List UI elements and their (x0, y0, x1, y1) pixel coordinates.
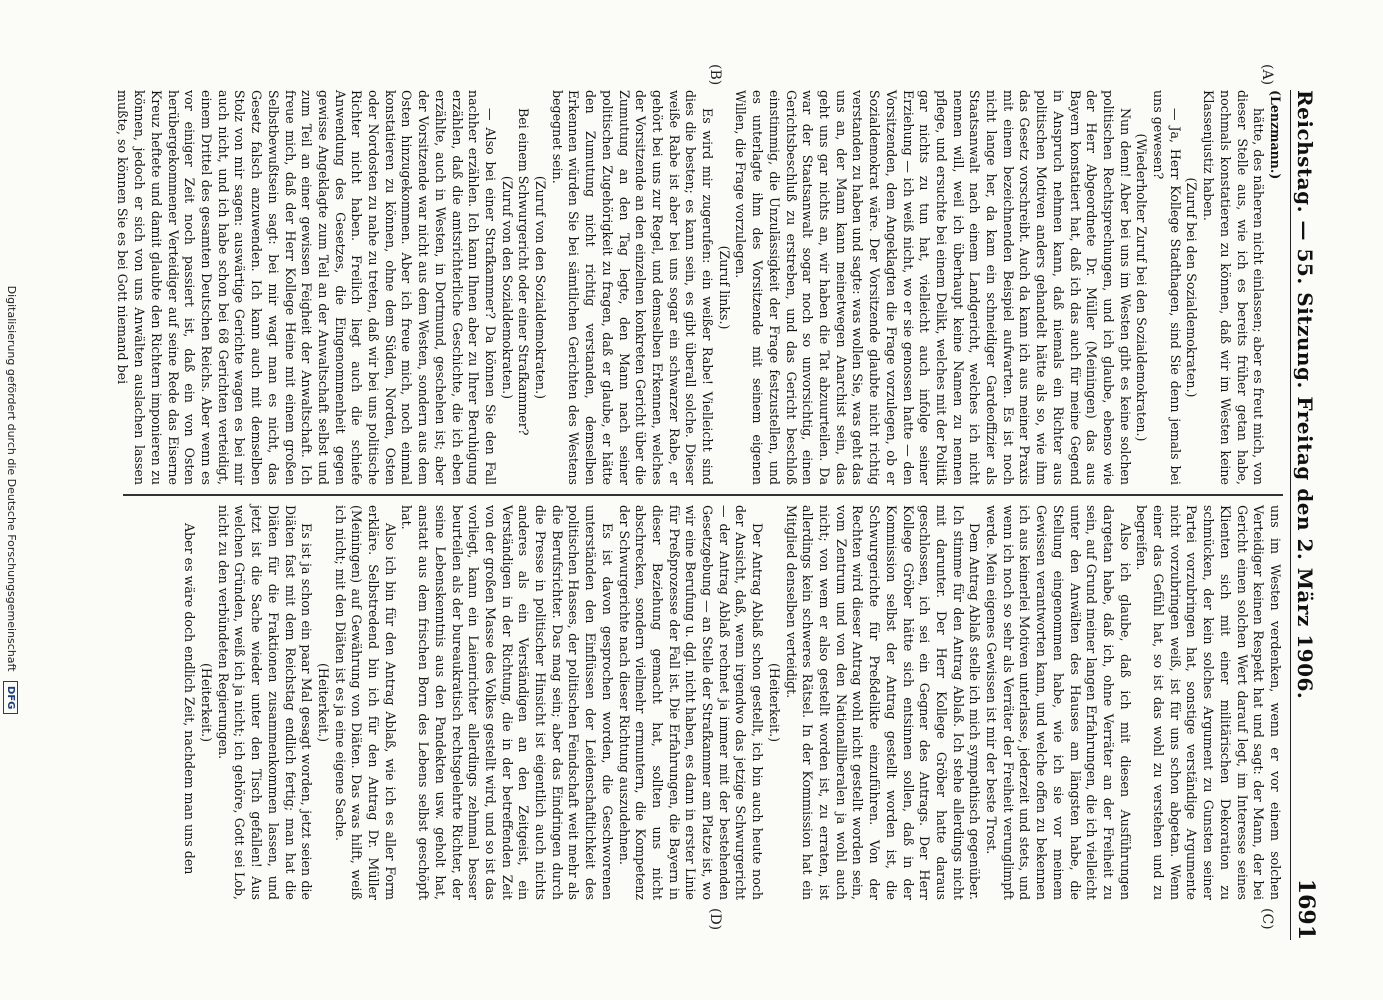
interjection: (Heiterkeit.) (315, 663, 331, 742)
right-column (181, 505, 1283, 900)
paragraph: hätte, des näheren nicht einlassen; aber es freut mich, von dieser Stelle aus, wie ich es bereits früher getan habe, nochmals konstatieren zu können, daß wir im Westen keine Klassenjustiz haben. (1201, 90, 1267, 485)
interjection: (Heiterkeit.) (199, 663, 214, 742)
digitization-footer (1, 0, 21, 1000)
interjection: (Wiederholter Zuruf bei den Sozialdemokraten.) (1134, 133, 1150, 442)
speaker-name: (Lenzmann.) (1268, 90, 1283, 180)
paragraph: Der Antrag Ablaß schon gestellt, ich bin auch heute noch der Ansicht, daß, wenn irgendwo das jetzige Schwurgericht — der Antrag Ablaß rechnet ja immer mit der bestehenden Gesetzgebung — an Stelle der Strafkammer am Platze ist, wo wir eine Berufung u. dgl. nicht haben, es dann in erster Linie für Preßprozesse der Fall ist. Die Erfahrungen, die Bayern in dieser Beziehung gemacht hat, sollten uns nicht abschrecken, sondern vielmehr ermuntern, die Kompetenz der Schwurgerichte nach dieser Richtung auszudehnen. (616, 505, 766, 900)
header-title: Reichstag. — 55. Sitzung. Freitag den 2. März 1906. (1293, 90, 1317, 700)
paragraph: Es ist ja schon ein paar Mal gesagt worden, jetzt seien die Diäten fast mit dem Reichstag endlich fertig; man hat die Diäten für die Fraktionen zusammenkommen lassen, und jetzt ist die Sache wieder unter den Tisch gefallen! Aus welchen Gründen, weiß ich ja nicht; ich gehöre, Gott sei Lob, nicht zu den verbündeten Regierungen. (215, 505, 315, 900)
interjection: (Zuruf links.) (716, 245, 732, 330)
margin-marker-c: (C) (1259, 908, 1275, 930)
margin-marker-a: (A) (1259, 64, 1275, 86)
margin-marker-d: (D) (707, 908, 723, 931)
paragraph: Es ist davon gesprochen worden, die Geschworenen unterständen den Einflüssen der Leidenschaftlichkeit des politischen Hasses, der politischen Feindschaft weit mehr als die Berufsrichter. Das mag sein; aber das Eindringen durch die Presse in politischer Hinsicht ist eigentlich auch nichts anderes als ein Verständigen an den Zeitgeist, ein Verständigen in der Richtung, die in der betreffenden Zeit von der großen Masse des Volkes gestellt wird, und so ist das vorliegt, kann ein Laienrichter allerdings zehnmal besser beurteilen als der bureaukratisch rechtsgelehrte Richter, der seine Lebenskenntnis aus den Pandekten usw. geholt hat, anstatt aus dem frischen Born des Lebens selbst geschöpft hat. (399, 505, 615, 900)
paragraph: Also ich bin für den Antrag Ablaß, wie ich es aller Form erkläre. Selbstredend bin ich für den Antrag Dr. Müller (Meiningen) auf Gewährung von Diäten. Das was hilft, weiß ich nicht; mit den Diäten ist es ja eine eigene Sache. (332, 505, 398, 900)
paragraph: Aber es wäre doch endlich Zeit, nachdem man uns den (182, 523, 198, 875)
interjection: (Zuruf von den Sozialdemokraten.) (499, 175, 515, 400)
interjection: (Zuruf bei den Sozialdemokraten.) (1184, 177, 1200, 398)
left-column (114, 90, 1283, 485)
footer-text: Digitalisierung gefördert durch die Deutsche Forschungsgemeinschaft (5, 285, 18, 672)
page-header (1290, 90, 1331, 940)
paragraph: Es wird mir zugerufen: ein weißer Rabe! Vielleicht sind dies die besten; es kann sein, es gibt überall solche. Dieser weiße Rabe ist aber bei uns sogar ein schwarzer Rabe, er gehört bei uns zur Regel, und demselben Erkennen, welches der Vorsitzende an den einzelnen konkreten Gericht über die Zumutung an den Tag legte, den Mann nach seiner politischen Zugehörigkeit zu fragen, daß er glaube, er hätte den Zumutung nicht richtig verstanden, demselben Erkennen würden Sie bei sämtlichen Gerichten des Westens begegnet sein. (549, 90, 716, 485)
margin-marker-b: (B) (707, 64, 723, 86)
interjection: (Zuruf von den Sozialdemokraten.) (533, 175, 549, 400)
paragraph: — Also bei einer Strafkammer? Da können Sie den Fall nachher erzählen. Ich kann Ihnen aber zu Ihrer Beruhigung erzählen, daß die amtsrichterliche Geschichte, die ich eben erzählte, auch in Westen, in Dortmund, geschehen ist; aber der Vorsitzende war nicht aus dem Westen, sondern aus dem Osten hinzugekommen. Aber ich freue mich, noch einmal konstatieren zu können, ohne dem Süden, Norden, Osten oder Nordosten zu nahe zu treten, daß wir bei uns politische Richter nicht haben. Freilich liegt auch die schiefe Anwendung des Gesetzes, die Eingenommenheit gegen gewisse Angeklagte zum Teil an der Anwaltschaft selbst und zum Teil an einer gewissen Feigheit der Anwaltschaft. Ich freue mich, daß der Herr Kollege Heine mit einem großen Selbstbewußtsein sagt: bei mir wagt man es nicht, das Gesetz falsch anzuwenden. Ich kann auch mit demselben Stolz von mir sagen: auswärtige Gerichte wagen es bei mir auch nicht, und ich habe schon bei 68 Gerichten verteidigt, einem Drittel des gesamten Deutschen Reichs. Aber wenn es vor einiger Zeit noch passiert ist, daß ein von Osten herübergekommener Verteidiger auf seine Rede das Eiserne Kreuz heftete und damit glaubte den Richtern imponieren zu können, jedoch er sich von uns Anwälten auslachen lassen mußte, so können Sie es bei Gott niemand bei (115, 90, 498, 485)
paragraph: Bei einem Schwurgericht oder einer Strafkammer? (516, 108, 532, 436)
paragraph: uns im Westen verdenken, wenn er vor einem solchen Verteidiger keinen Respekt hat und sagt: der Mann, der bei Gericht einen solchen Wert darauf legt, im Interesse seines Klienten sich mit einer militärischen Dekoration zu schmücken, der kein solches Argument zu Gunsten seiner Partei vorzubringen hat, sonstige verständige Argumente nicht vorzubringen weiß, ist für uns schon abgetan. Wenn einer das Gefühl hat, so ist das wohl zu verstehen und zu begreifen. (1134, 505, 1283, 900)
paragraph: Also ich glaube, daß ich mit diesen Ausführungen dargetan habe, daß ich, ohne Verräter an der Freiheit zu sein, auf Grund meiner langen Erfahrungen, die ich vielleicht unter den Anwälten des Hauses am längsten habe, die Stellung eingenommen habe, wie ich sie vor meinem Gewissen verantworten kann, und welche offen zu bekennen ich aus keinerlei Motiven unterlasse, jederzeit und stets, und wenn ich noch so sehr als Verräter der Freiheit verunglimpft werde. Mein eigenes Gewissen ist mir der beste Trost. (984, 505, 1133, 900)
paragraph: — Ja, Herr Kollege Stadthagen, sind Sie denn jemals bei uns gewesen? (1151, 90, 1183, 485)
column-divider (123, 494, 1283, 496)
page-number: 1691 (1293, 878, 1319, 940)
paragraph: Nun denn! Aber bei uns im Westen gibt es keine solchen politischen Rechtsprechungen, und ich glaube, ebenso wie der Herr Abgeordnete Dr. Müller (Meiningen) das aus Bayern konstatiert hat, daß ich das auch für meine Gegend in Anspruch nehmen kann, daß niemals ein Richter aus politischen Motiven anders gehandelt hätte als so, wie ihm das Gesetz vorschreibt. Auch da kann ich aus meiner Praxis mit einem bezeichnenden Beispiel aufwarten. Es ist noch nicht lange her, da kam ein schneidiger Gardeoffizier als Staatsanwalt nach einem Landgericht, welches ich nicht nennen will, weil ich überhaupt keine Namen zu nennen pflege, und ersuchte bei einem Delikt, welches mit der Politik gar nichts zu tun hat, vielleicht auch infolge seiner Erziehung — ich weiß nicht, wo er sie genossen hatte — den Vorsitzenden, dem Angeklagten die Frage vorzulegen, ob er Sozialdemokrat wäre. Der Vorsitzende glaubte nicht richtig verstanden zu haben und sagte: was wollen Sie, was geht das uns an, der Mann kann meinetwegen Anarchist sein, das geht uns gar nichts an, wir haben die Tat abzuurteilen. Da war der Staatsanwalt sogar noch so unvorsichtig, einen Gerichtsbeschluß zu erstreben, und das Gericht beschloß einstimmig, die Unzulässigkeit der Frage festzustellen, und es unterlagte ihm des Vorsitzende mit seinem eigenen Willen, die Frage vorzulegen. (733, 90, 1133, 485)
dfg-logo: DFG (3, 681, 18, 714)
paragraph: Dem Antrag Ablaß stelle ich mich sympathisch gegenüber. Ich stimme für den Antrag Ablaß. Ich stehe allerdings nicht mit darunter. Der Herr Kollege Gröber hatte daraus geschlossen, ich sei ein Gegner des Antrags. Der Herr Kollege Gröber hätte sich entsinnen sollen, daß in der Kommission selbst der Antrag gestellt worden ist, die Schwurgerichte für Preßdelikte einzuführen. Von der Rechten wird dieser Antrag wohl nicht gestellt worden sein, vom Zentrum und von den Nationalliberalen ja wohl auch nicht; von wem er also gestellt worden ist, zu erraten, ist allerdings kein schweres Rätsel. In der Kommission hat ein Mitglied denselben verteidigt. (783, 505, 983, 900)
interjection: (Heiterkeit.) (766, 663, 782, 742)
